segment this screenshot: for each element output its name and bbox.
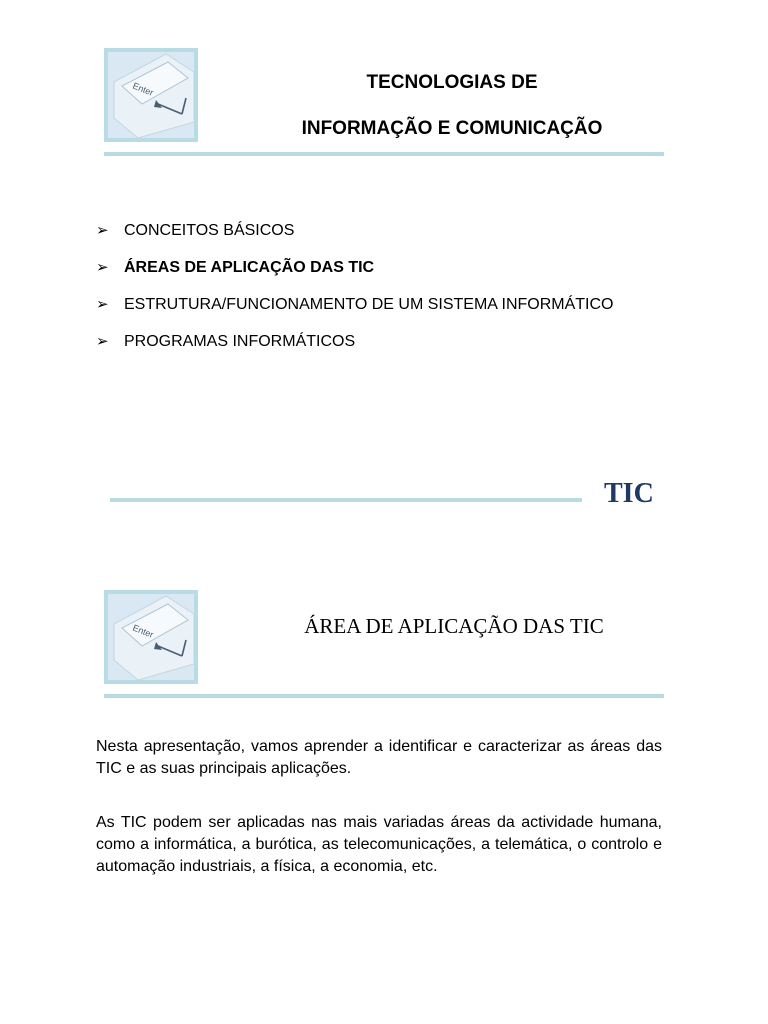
section-divider <box>104 694 664 698</box>
arrow-bullet-icon: ➢ <box>96 259 109 276</box>
key-label: Enter <box>131 622 155 640</box>
arrow-bullet-icon: ➢ <box>96 222 109 239</box>
arrow-bullet-icon: ➢ <box>96 296 109 313</box>
body-paragraph: As TIC podem ser aplicadas nas mais variadas áreas da actividade humana, como a informática, a burótica, as telecomunicações, a telemática, o controlo e automação industriais, a física, a economia, etc. <box>96 814 662 875</box>
key-label: Enter <box>131 80 155 98</box>
list-item-text: ÁREAS DE APLICAÇÃO DAS TIC <box>124 259 375 276</box>
title-line-2: INFORMAÇÃO E COMUNICAÇÃO <box>301 118 603 139</box>
list-item-text: ESTRUTURA/FUNCIONAMENTO DE UM SISTEMA INFORMÁTICO <box>124 296 614 313</box>
enter-key-icon <box>104 48 198 142</box>
header-divider <box>104 152 664 156</box>
tic-label: TIC <box>604 478 654 509</box>
enter-key-icon <box>104 590 198 684</box>
arrow-bullet-icon: ➢ <box>96 333 109 350</box>
section-title: ÁREA DE APLICAÇÃO DAS TIC <box>304 614 604 638</box>
intro-paragraph: Nesta apresentação, vamos aprender a identificar e caracterizar as áreas das TIC e as suas principais aplicações. <box>96 738 662 777</box>
title-line-1: TECNOLOGIAS DE <box>366 72 538 93</box>
footer-divider <box>110 498 582 502</box>
list-item-text: CONCEITOS BÁSICOS <box>124 222 295 239</box>
list-item-text: PROGRAMAS INFORMÁTICOS <box>124 333 356 350</box>
